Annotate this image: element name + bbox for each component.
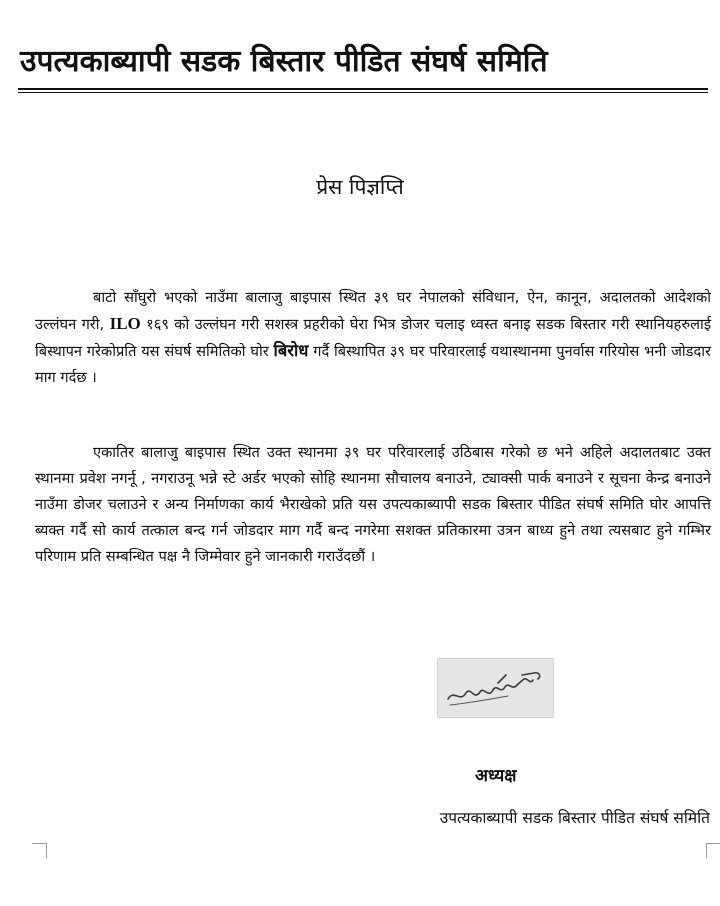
- paragraph-2: [35, 440, 711, 570]
- paragraph-1-text-a: बाटो साँघुरो भएको नाउँमा बालाजु बाइपास स्थित ३९ घर नेपालको संविधान, ऐन, कानून, अदालतको आदेशको उल्लंघन गरी,: [35, 289, 711, 333]
- signature-image: [437, 658, 554, 718]
- paragraph-1-text-b: १६९ को उल्लंघन गरी सशस्त्र प्रहरीको घेरा भित्र डोजर चलाइ ध्वस्त बनाइ सडक बिस्तार गरी स्थानियहरुलाई बिस्थापन गरेकोप्रति यस संघर्ष समितिको घोर: [35, 316, 711, 360]
- signatory-role: अध्यक्ष: [475, 766, 517, 786]
- paragraph-2-text: एकातिर बालाजु बाइपास स्थित उक्त स्थानमा ३९ घर परिवारलाई उठिबास गरेको छ भने अहिले अदालतबाट उक्त स्थानमा प्रवेश नगर्नू , नगराउनू भन्ने स्टे अर्डर भएको सोहि स्थानमा सौचालय बनाउने, ट्याक्सी पार्क बनाउने र सूचना केन्द्र बनाउने नाउँमा डोजर चलाउने र अन्य निर्माणका कार्य भैराखेको प्रति यस उपत्यकाब्यापी सडक बिस्तार पीडित संघर्ष समिति घोर आपत्ति ब्यक्त गर्दै सो कार्य तत्काल बन्द गर्न जोडदार माग गर्दै बन्द नगरेमा सशक्त प्रतिकारमा उत्रन बाध्य हुने तथा त्यसबाट हुने गम्भिर परिणाम प्रति सम्बन्धित पक्ष नै जिम्मेवार हुने जानकारी गराउँदछौं ।: [35, 444, 711, 565]
- ilo-term: ILO: [109, 314, 141, 333]
- paragraph-1-text-c: गर्दै बिस्थापित ३९ घर परिवारलाई यथास्थानमा पुनर्वास गरियोस भनी जोडदार माग गर्दछ ।: [35, 343, 711, 386]
- emphasis-word: बिरोध: [273, 341, 309, 360]
- title-underline-secondary: [18, 92, 708, 93]
- crop-mark-left: [32, 843, 47, 858]
- document-title: उपत्यकाब्यापी सडक बिस्तार पीडित संघर्ष समिति: [20, 44, 548, 79]
- paragraph-1: [35, 285, 711, 391]
- signatory-organization: उपत्यकाब्यापी सडक बिस्तार पीडित संघर्ष समिति: [439, 809, 710, 827]
- crop-mark-right: [706, 843, 720, 858]
- press-release-heading: प्रेस पिज्ञप्ति: [316, 175, 404, 199]
- handwritten-signature: [438, 659, 553, 717]
- title-underline: [18, 88, 708, 90]
